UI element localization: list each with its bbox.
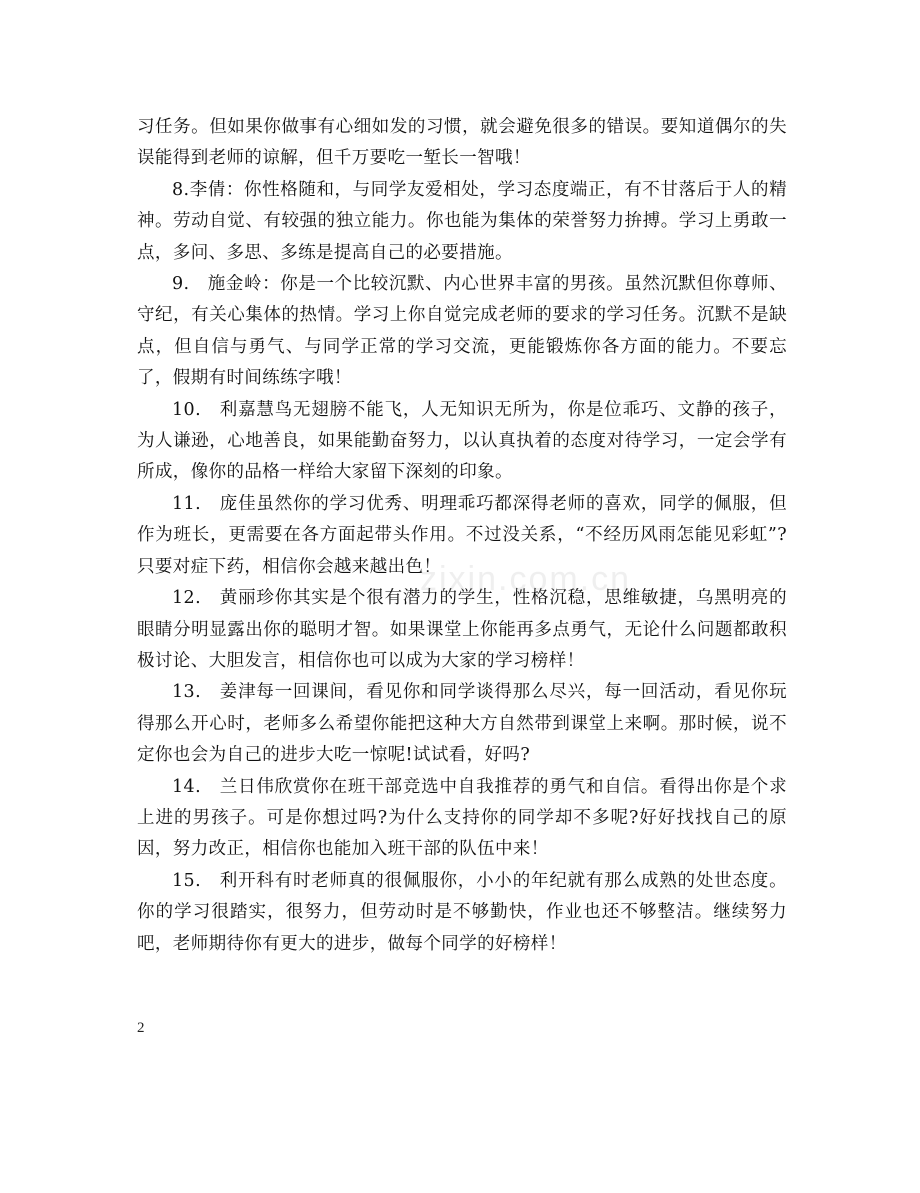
paragraph-6: 12. 黄丽珍你其实是个很有潜力的学生，性格沉稳，思维敏捷，乌黑明亮的眼睛分明显露出你的聪明才智。如果课堂上你能再多点勇气，无论什么问题都敢积极讨论、大胆发言，相信你也可以成为大家的学习榜样！ bbox=[137, 588, 787, 671]
page-number: 2 bbox=[137, 1020, 145, 1036]
paragraph-9: 15. 利开科有时老师真的很佩服你，小小的年纪就有那么成熟的处世态度。你的学习很踏实，很努力，但劳动时是不够勤快，作业也还不够整洁。继续努力吧，老师期待你有更大的进步，做每个同学的好榜样！ bbox=[137, 870, 787, 954]
paragraph-7: 13. 姜津每一回课间，看见你和同学谈得那么尽兴，每一回活动，看见你玩得那么开心时，老师多么希望你能把这种大方自然带到课堂上来啊。那时候，说不定你也会为自己的进步大吃一惊呢!试试看，好吗? bbox=[137, 682, 787, 766]
paragraph-3: 9. 施金岭：你是一个比较沉默、内心世界丰富的男孩。虽然沉默但你尊师、守纪，有关心集体的热情。学习上你自觉完成老师的要求的学习任务。沉默不是缺点，但自信与勇气、与同学正常的学习交流，更能锻炼你各方面的能力。不要忘了，假期有时间练练字哦！ bbox=[137, 274, 787, 389]
paragraph-2: 8.李倩：你性格随和，与同学友爱相处，学习态度端正，有不甘落后于人的精神。劳动自觉、有较强的独立能力。你也能为集体的荣誉努力拚搏。学习上勇敢一点，多问、多思、多练是提高自己的必要措施。 bbox=[137, 179, 787, 263]
document-body bbox=[137, 112, 787, 960]
paragraph-5: 11. 庞佳虽然你的学习优秀、明理乖巧都深得老师的喜欢，同学的佩服，但作为班长，更需要在各方面起带头作用。不过没关系，“不经历风雨怎能见彩虹”?只要对症下药，相信你会越来越出色！ bbox=[137, 493, 787, 577]
watermark: zixin.com.cn bbox=[420, 560, 632, 598]
paragraph-8: 14. 兰日伟欣赏你在班干部竞选中自我推荐的勇气和自信。看得出你是个求上进的男孩子。可是你想过吗?为什么支持你的同学却不多呢?好好找找自己的原因，努力改正，相信你也能加入班干部的队伍中来！ bbox=[137, 776, 787, 860]
paragraph-1: 习任务。但如果你做事有心细如发的习惯，就会避免很多的错误。要知道偶尔的失误能得到老师的谅解，但千万要吃一堑长一智哦！ bbox=[137, 117, 787, 169]
paragraph-4: 10. 利嘉慧鸟无翅膀不能飞，人无知识无所为，你是位乖巧、文静的孩子，为人谦逊，心地善良，如果能勤奋努力，以认真执着的态度对待学习，一定会学有所成，像你的品格一样给大家留下深刻的印象。 bbox=[137, 399, 787, 483]
